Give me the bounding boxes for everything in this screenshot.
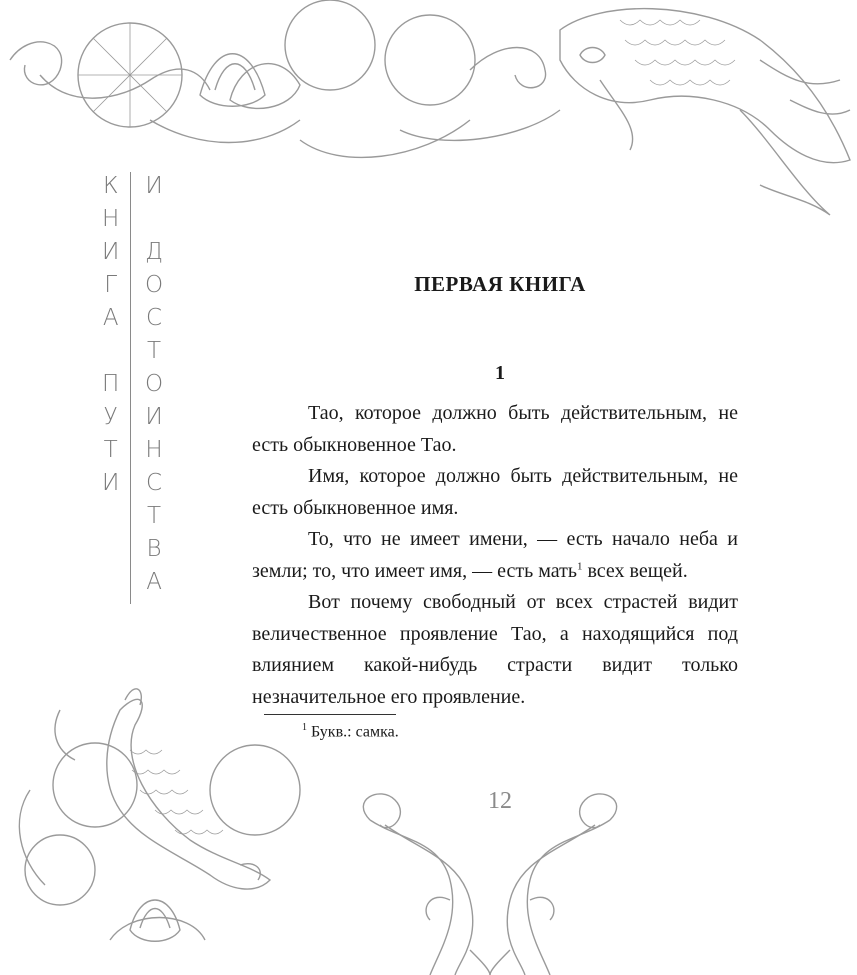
side-title-divider <box>130 172 131 604</box>
chapter-number: 1 <box>495 362 505 384</box>
bottom-left-ornament-koi-lotus <box>0 670 330 975</box>
side-letter: Д <box>145 239 163 265</box>
side-letter: А <box>102 305 119 331</box>
footnote-reference[interactable]: 1 <box>576 559 583 572</box>
top-ornament-lotus-koi <box>0 0 857 220</box>
footnote-mark: 1 <box>302 722 307 733</box>
side-letter: Т <box>147 503 162 529</box>
side-letter: У <box>103 404 118 430</box>
side-letter: И <box>102 239 120 265</box>
paragraph-text: То, что не имеет имени, — есть начало неба и земли; то, что имеет имя, — есть мать <box>252 528 738 582</box>
paragraph: Вот почему свободный от всех страстей видит величественное проявление Тао, а находящийся под влиянием какой-нибудь страсти видит только незначительное его проявление. <box>252 591 738 708</box>
side-letter: Н <box>145 437 163 463</box>
paragraph-text: всех вещей. <box>582 559 688 582</box>
side-letter: Т <box>103 437 118 463</box>
side-letter: А <box>146 569 162 595</box>
side-letter: П <box>102 371 120 397</box>
paragraph: Тао, которое должно быть действительным, не есть обыкновенное Тао. <box>252 402 738 456</box>
paragraph: Имя, которое должно быть действительным, не есть обыкновенное имя. <box>252 465 738 519</box>
side-letter: Н <box>102 206 120 232</box>
side-letter: Т <box>147 338 162 364</box>
side-letter: В <box>146 536 162 562</box>
side-letter: И <box>145 173 163 199</box>
side-letter: О <box>145 371 164 397</box>
paragraph <box>252 524 738 587</box>
side-letter: И <box>102 470 120 496</box>
side-letter: С <box>146 470 163 496</box>
side-title-column-1 <box>102 170 119 500</box>
footnote-text: Букв.: самка. <box>307 723 399 741</box>
side-letter: Г <box>104 272 118 298</box>
side-letter: И <box>145 404 163 430</box>
side-title-column-2 <box>145 170 163 599</box>
side-letter: С <box>146 305 163 331</box>
page-number: 12 <box>488 788 512 814</box>
side-letter: К <box>102 173 119 199</box>
side-letter: О <box>145 272 164 298</box>
book-title: ПЕРВАЯ КНИГА <box>414 272 586 296</box>
body-text <box>252 398 738 713</box>
